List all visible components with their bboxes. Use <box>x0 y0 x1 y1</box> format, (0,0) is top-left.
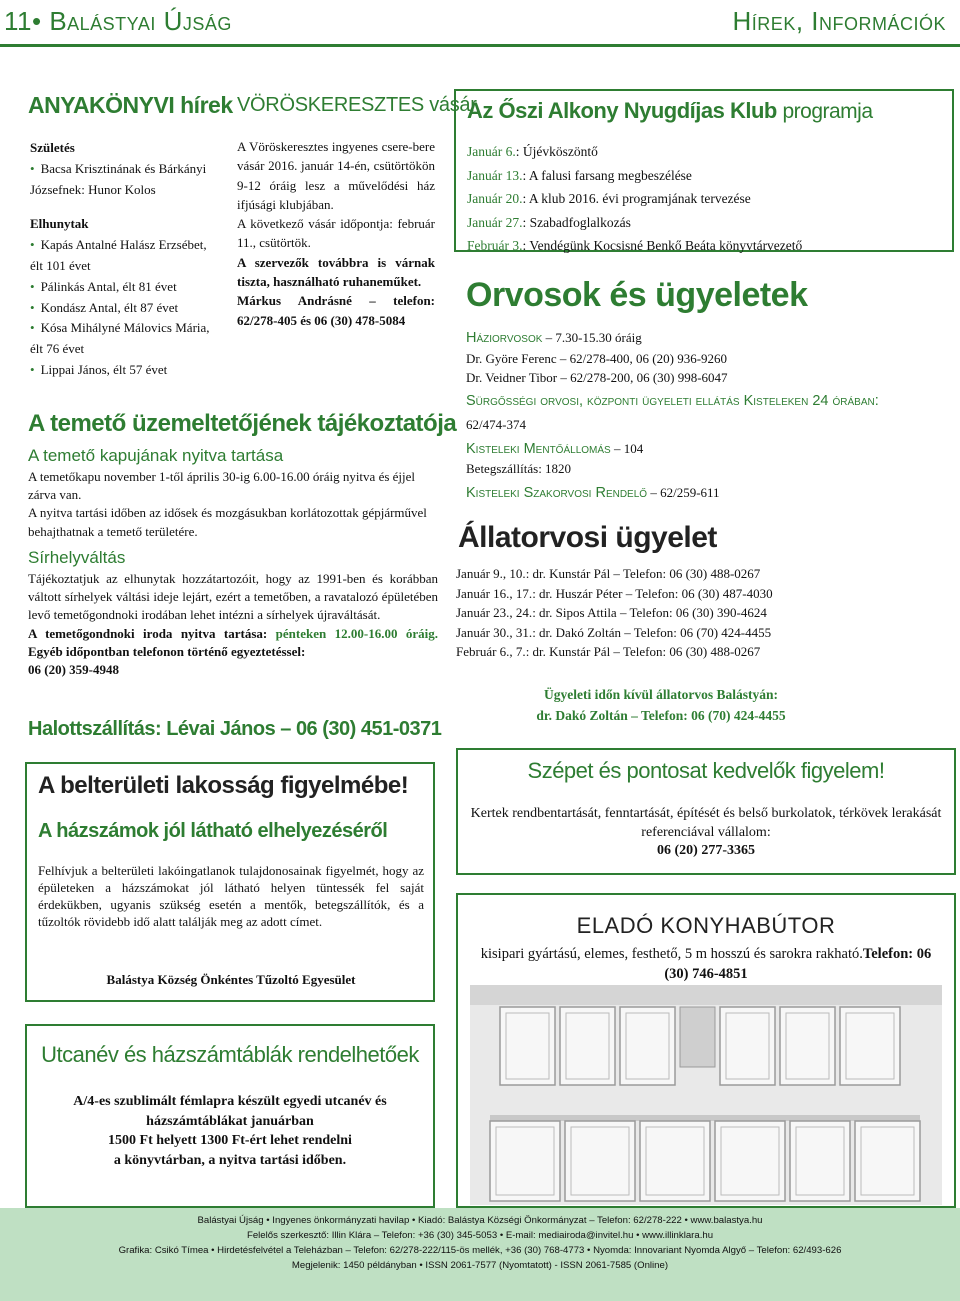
elado-body: kisipari gyártású, elemes, festhető, 5 m hosszú és sarokra rakható.Telefon: 06 (30) 746-4851 <box>480 946 932 982</box>
program-item: Január 27.: Szabadfoglalkozás <box>467 214 631 230</box>
temeto-paragraph: A nyitva tartási időben az idősek és mozgásukban korlátozottak gépjárművel behajthatnak a temető területére. <box>28 505 427 539</box>
header-section: Hírek, Információk <box>732 6 946 36</box>
program-date: Január 13. <box>467 167 523 183</box>
elado-title: ELADÓ KONYHABÚTOR <box>576 913 836 938</box>
oszi-title-bold: Az Őszi Alkony Nyugdíjas Klub <box>467 98 777 123</box>
elhunyt-item: élt 101 évet <box>30 257 91 273</box>
vet-item: Január 23., 24.: dr. Sipos Attila – Telefon: 06 (30) 390-4624 <box>456 605 767 620</box>
doctor-line: Dr. Györe Ferenc – 62/278-400, 06 (20) 936-9260 <box>466 350 728 366</box>
temeto-subtitle: A temető kapujának nyitva tartása <box>28 446 284 465</box>
elhunyt-item: • Kósa Mihályné Málovics Mária, <box>30 318 228 339</box>
temeto-body <box>28 468 438 541</box>
halottszallitas: Halottszállítás: Lévai János – 06 (30) 451-0371 <box>28 718 442 740</box>
vet-item: Január 16., 17.: dr. Huszár Péter – Telefon: 06 (30) 487-4030 <box>456 585 773 601</box>
anyakonyv-title: ANYAKÖNYVI hírek <box>28 92 233 118</box>
vk-paragraph: A Vöröskeresztes ingyenes csere-bere vásár 2016. január 14-én, csütörtökön 9-12 óráig lesz a művelődési ház ifjúsági klubjában. <box>237 139 435 212</box>
oszi-title-rest: programja <box>782 100 873 123</box>
footer-text <box>10 1213 950 1273</box>
footer-line: Megjelenik: 1450 példányban • ISSN 2061-7577 (Nyomtatott) - ISSN 2061-7585 (Online) <box>291 1260 669 1271</box>
program-item: Január 6.: Újévköszöntő <box>467 144 598 159</box>
surgossegi-label: Sürgősségi orvosi, központi ügyeleti ellátás Kisteleken 24 órában: <box>466 392 879 409</box>
belteruleti-signature: Balástya Község Önkéntes Tűzoltó Egyesület <box>106 972 356 987</box>
program-date: Január 6. <box>467 144 516 159</box>
page-header <box>0 0 960 50</box>
szuletes-line: Józsefnek: Hunor Kolos <box>30 181 156 197</box>
mento-line: Kisteleki Mentőállomás – 104 <box>466 440 644 457</box>
haziorvosok-line: Háziorvosok – 7.30-15.30 óráig <box>466 330 642 346</box>
sirhely-phone: 06 (20) 359-4948 <box>28 662 119 678</box>
program-item: Január 20.: A klub 2016. évi programjának tervezése <box>467 191 751 206</box>
footer-line: Felelős szerkesztő: Illin Klára – Telefon: +36 (30) 345-5053 • E-mail: mediairoda@invitel.hu • www.illinklara.hu <box>246 1230 714 1241</box>
program-item: Január 13.: A falusi farsang megbeszélése <box>467 167 692 183</box>
utcanev-body: A/4-es szublimált fémlapra készült egyedi utcanév és házszámtáblákat januárban 1500 Ft helyett 1300 Ft-ért lehet rendelni a könyvtárban, a nyitva tartási időben. <box>73 1094 387 1168</box>
header-title: 11• Balástyai Újság <box>4 6 232 36</box>
elhunyt-item: • Kondász Antal, élt 87 évet <box>30 298 228 319</box>
elhunyt-item: • Pálinkás Antal, élt 81 évet <box>30 277 228 298</box>
oszi-program-list <box>467 140 947 258</box>
orvosok-title: Orvosok és ügyeletek <box>466 276 808 314</box>
szepet-phone: 06 (20) 277-3365 <box>657 843 755 858</box>
footer-line: Grafika: Csikó Tímea • Hirdetésfelvétel a Teleházban – Telefon: 62/278-222/115-ös mellék, +36 (30) 768-4773 • Nyomda: Innovariant Nyomda Algyő – Telefon: 62/493-626 <box>118 1245 842 1256</box>
szepet-body: Kertek rendbentartását, fenntartását, építését és belső burkolatok, térkövek lerakását referenciával vállalom: 06 (20) 277-3365 <box>470 805 942 861</box>
surgossegi-phone: 62/474-374 <box>466 417 526 432</box>
vk-paragraph: A következő vásár időpontja: február 11., csütörtök. <box>237 216 435 251</box>
belteruleti-title: A belterületi lakosság figyelmébe! <box>38 772 409 799</box>
betegszallitas-line: Betegszállítás: 1820 <box>466 461 572 476</box>
voroskereszt-title: VÖRÖSKERESZTES vásár <box>237 94 477 116</box>
program-item: Február 3.: Vendégünk Kocsisné Benkő Beáta könyvtárvezető <box>467 238 803 253</box>
program-date: Február 3. <box>467 238 523 253</box>
allatorvosi-list <box>456 564 936 662</box>
program-date: Január 27. <box>467 214 523 230</box>
program-date: Január 20. <box>467 191 523 206</box>
sirhely-body <box>28 570 438 679</box>
szuletes-line: • Bacsa Krisztinának és Bárkányi <box>30 159 228 180</box>
oszi-alkony-title <box>467 98 873 124</box>
allatorvosi-title: Állatorvosi ügyelet <box>458 521 717 554</box>
orvosok-body <box>466 328 946 503</box>
belteruleti-subtitle: A házszámok jól látható elhelyezéséről <box>38 820 388 842</box>
doctor-line: Dr. Veidner Tibor – 62/278-200, 06 (30) 998-6047 <box>466 370 728 385</box>
sirhely-hours: A temetőgondnoki iroda nyitva tartása: pénteken 12.00-16.00 óráig. Egyéb időpontban telefonon történő egyeztetéssel: <box>28 625 438 659</box>
vk-paragraph: A szervezők továbbra is várnak tiszta, használható ruhaneműket. <box>237 254 435 290</box>
elhunyt-item: • Lippai János, élt 57 évet <box>30 360 228 381</box>
szepet-title: Szépet és pontosat kedvelők figyelem! <box>527 758 885 783</box>
belteruleti-body: Felhívjuk a belterületi lakóingatlanok tulajdonosainak figyelmét, hogy az épületeken a házszámokat jól látható helyen tüntessék fel saját érdekükben, ugyanis szükség esetén a mentők, betegszállítók, és a tűzoltók rövidebb idő alatt találják meg az adott címet. <box>38 863 424 929</box>
vk-contact: Márkus Andrásné – telefon: 62/278-405 és 06 (30) 478-5084 <box>237 293 435 328</box>
vet-item: Február 6., 7.: dr. Kunstár Pál – Telefon: 06 (30) 488-0267 <box>456 644 761 659</box>
szuletes-heading: Születés <box>30 140 75 155</box>
footer-line: Balástyai Újság • Ingyenes önkormányzati havilap • Kiadó: Balástya Községi Önkormányzat – Telefon: 62/278-222 • www.balastya.hu <box>197 1215 763 1226</box>
vet-item: Január 9., 10.: dr. Kunstár Pál – Telefon: 06 (30) 488-0267 <box>456 566 761 581</box>
allatorvosi-note: Ügyeleti időn kívül állatorvos Balástyán: dr. Dakó Zoltán – Telefon: 06 (70) 424-4455 <box>536 687 786 723</box>
elhunyt-item: élt 76 évet <box>30 341 85 357</box>
sirhely-paragraph: Tájékoztatjuk az elhunytak hozzátartozóit, hogy az 1991-ben és korábban váltott sírhelyek váltási ideje lejárt, ezért a temetőben, a ravatalozó épületében levő temetőgondnoki irodában lehet intézni a sírhelyek újraváltását. <box>28 571 438 623</box>
elhunyt-item: • Kapás Antalné Halász Erzsébet, <box>30 235 228 256</box>
kitchen-cabinet-photo <box>470 985 942 1205</box>
voroskereszt-body <box>237 137 435 330</box>
elhunytak-heading: Elhunytak <box>30 216 89 232</box>
anyakonyv-body <box>30 138 228 381</box>
header-rule <box>0 44 960 47</box>
elado-phone: Telefon: 06 (30) 746-4851 <box>664 946 932 982</box>
sirhely-title: Sírhelyváltás <box>28 548 126 567</box>
temeto-title: A temető üzemeltetőjének tájékoztatója <box>28 410 457 437</box>
vet-item: Január 30., 31.: dr. Dakó Zoltán – Telefon: 06 (70) 424-4455 <box>456 624 772 640</box>
temeto-paragraph: A temetőkapu november 1-től április 30-ig 6.00-16.00 óráig nyitva és éjjel zárva van. <box>28 469 416 503</box>
szakorvosi-line: Kisteleki Szakorvosi Rendelő – 62/259-611 <box>466 484 720 501</box>
utcanev-title: Utcanév és házszámtáblák rendelhetőek <box>41 1042 419 1067</box>
